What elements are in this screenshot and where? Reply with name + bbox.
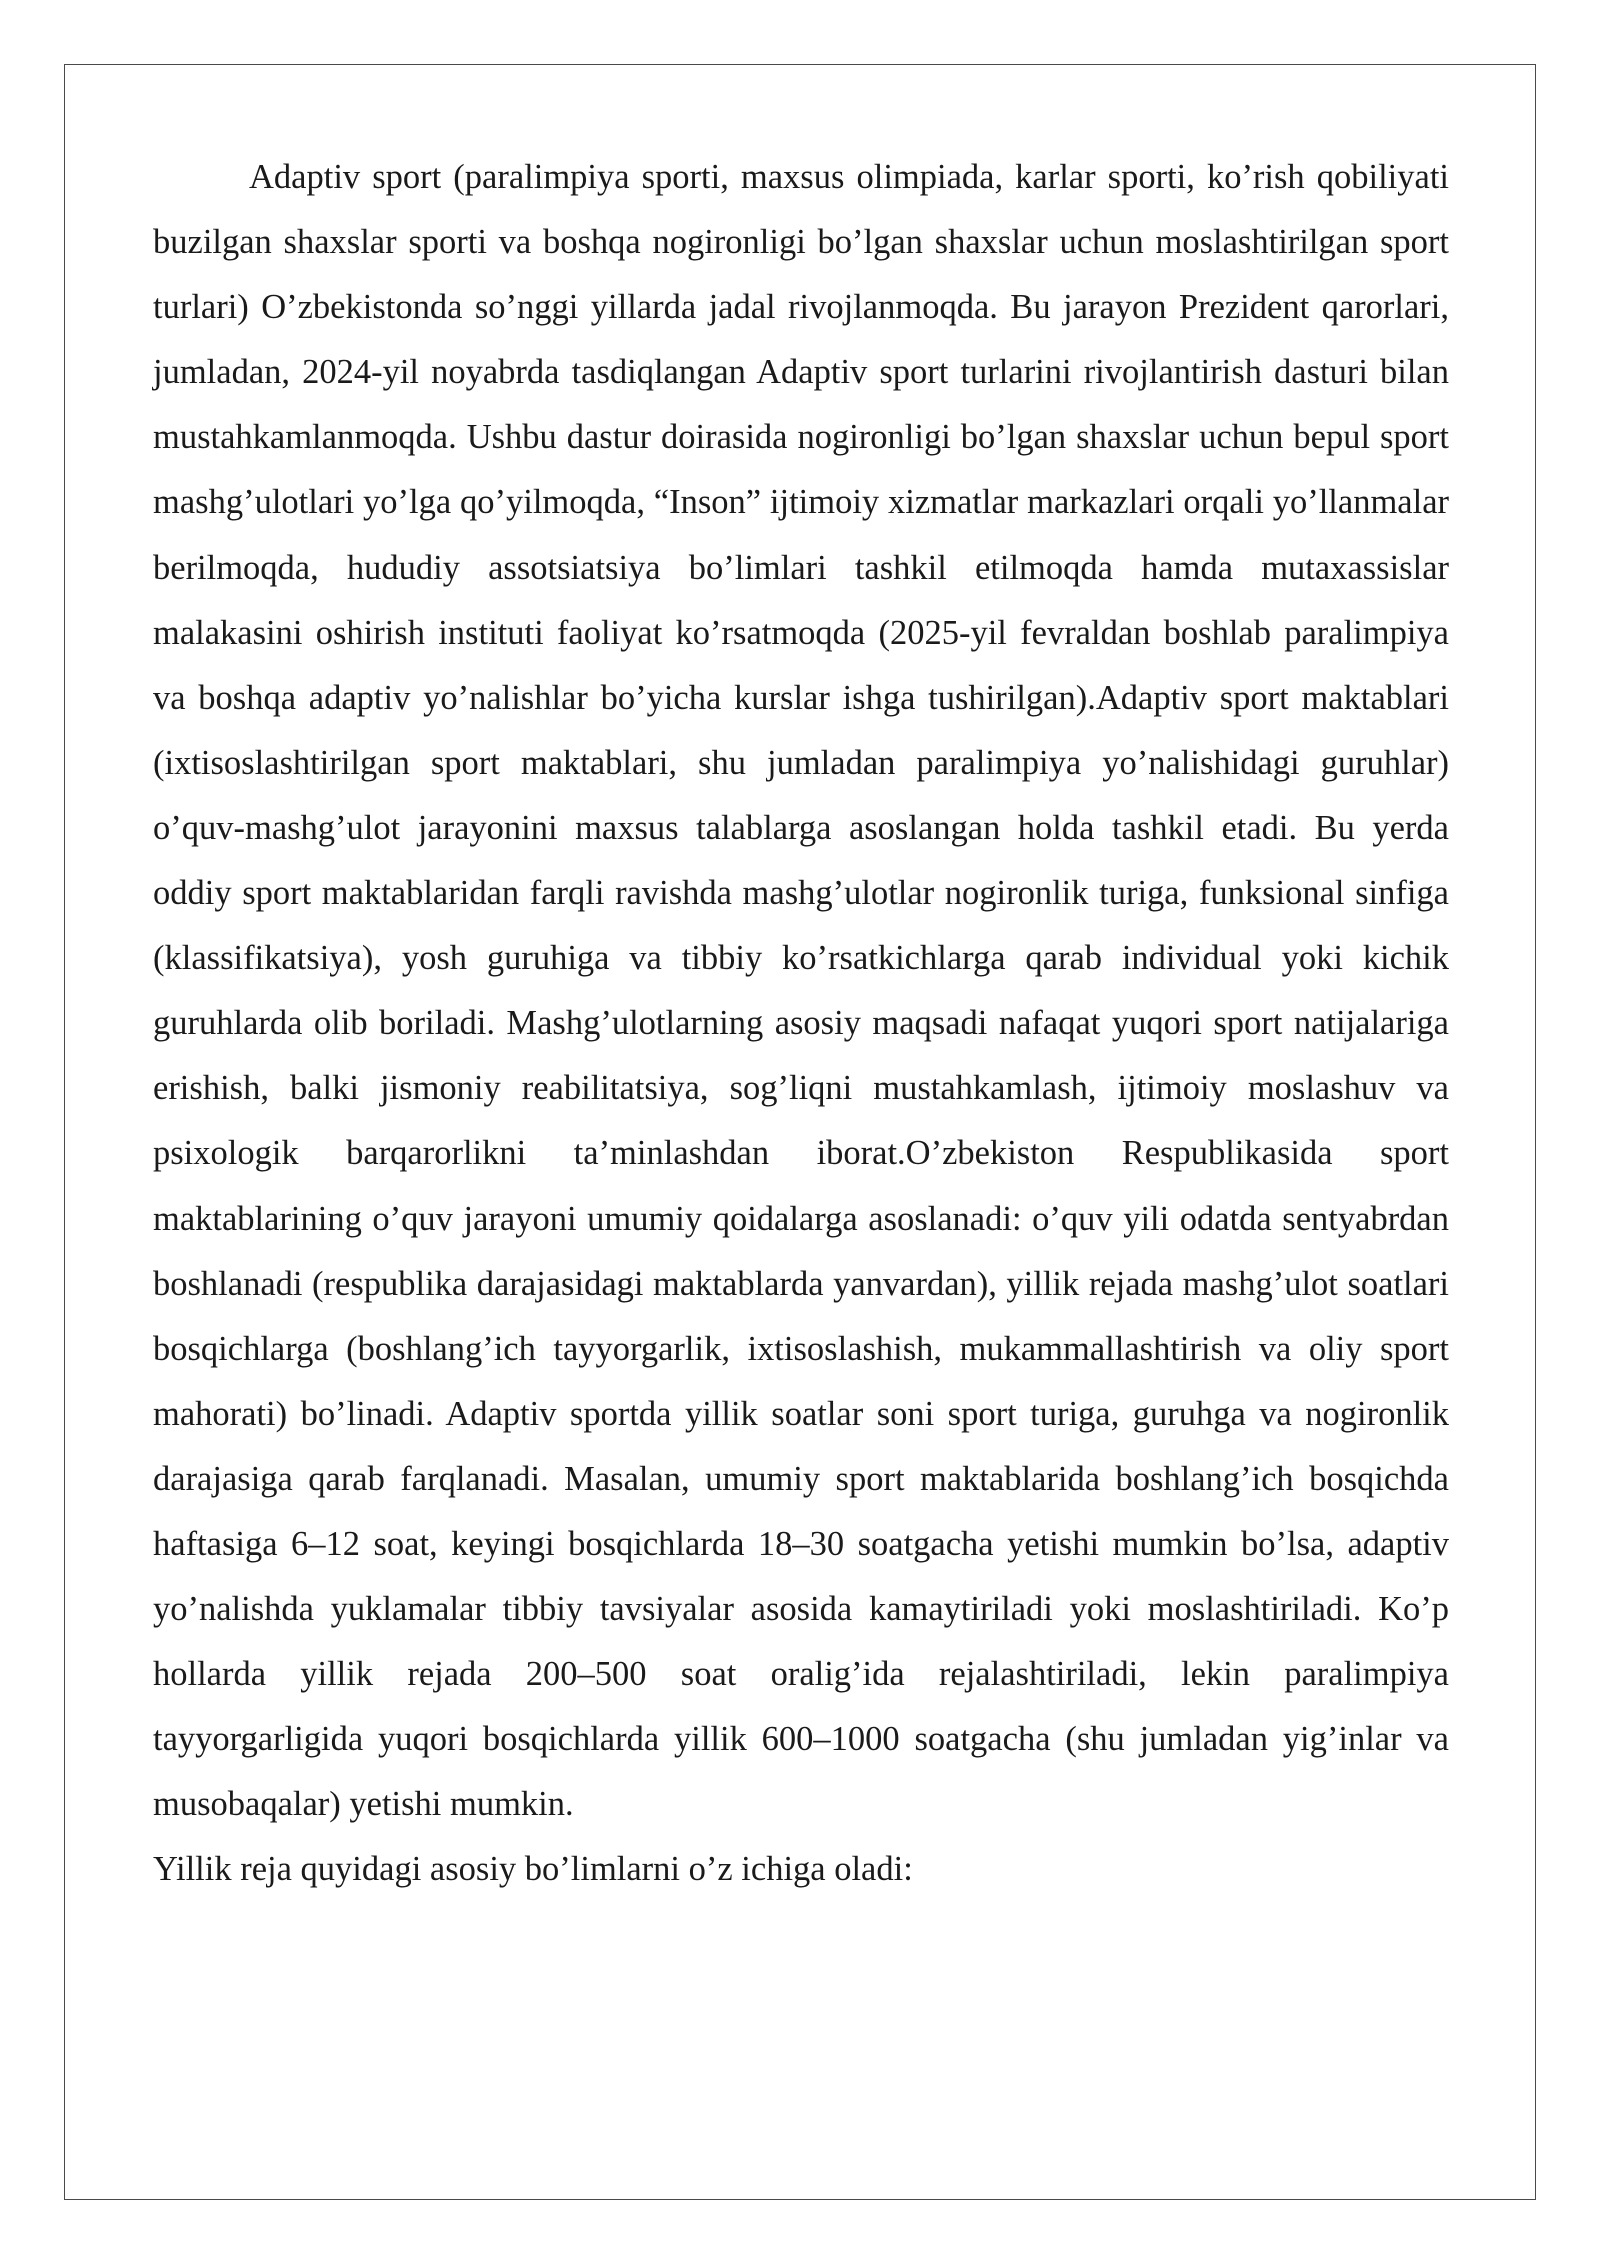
closing-line: Yillik reja quyidagi asosiy bo’limlarni o’z ichiga oladi:: [153, 1850, 913, 1889]
main-paragraph: Adaptiv sport (paralimpiya sporti, maxsus olimpiada, karlar sporti, ko’rish qobiliyati buzilgan shaxslar sporti va boshqa nogironligi bo’lgan shaxslar uchun moslashtirilgan sport turlari) O’zbekistonda so’nggi yillarda jadal rivojlanmoqda. Bu jarayon Prezident qarorlari, jumladan, 2024-yil noyabrda tasdiqlangan Adaptiv sport turlarini rivojlantirish dasturi bilan mustahkamlanmoqda. Ushbu dastur doirasida nogironligi bo’lgan shaxslar uchun bepul sport mashg’ulotlari yo’lga qo’yilmoqda, “Inson” ijtimoiy xizmatlar markazlari orqali yo’llanmalar berilmoqda, hududiy assotsiatsiya bo’limlari tashkil etilmoqda hamda mutaxassislar malakasini oshirish instituti faoliyat ko’rsatmoqda (2025-yil fevraldan boshlab paralimpiya va boshqa adaptiv yo’nalishlar bo’yicha kurslar ishga tushirilgan).Adaptiv sport maktablari (ixtisoslashtirilgan sport maktablari, shu jumladan paralimpiya yo’nalishidagi guruhlar) o’quv-mashg’ulot jarayonini maxsus talablarga asoslangan holda tashkil etadi. Bu yerda oddiy sport maktablaridan farqli ravishda mashg’ulotlar nogironlik turiga, funksional sinfiga (klassifikatsiya), yosh guruhiga va tibbiy ko’rsatkichlarga qarab individual yoki kichik guruhlarda olib boriladi. Mashg’ulotlarning asosiy maqsadi nafaqat yuqori sport natijalariga erishish, balki jismoniy reabilitatsiya, sog’liqni mustahkamlash, ijtimoiy moslashuv va psixologik barqarorlikni ta’minlashdan iborat.O’zbekiston Respublikasida sport maktablarining o’quv jarayoni umumiy qoidalarga asoslanadi: o’quv yili odatda sentyabrdan boshlanadi (respublika darajasidagi maktablarda yanvardan), yillik rejada mashg’ulot soatlari bosqichlarga (boshlang’ich tayyorgarlik, ixtisoslashish, mukammallashtirish va oliy sport mahorati) bo’linadi. Adaptiv sportda yillik soatlar soni sport turiga, guruhga va nogironlik darajasiga qarab farqlanadi. Masalan, umumiy sport maktablarida boshlang’ich bosqichda haftasiga 6–12 soat, keyingi bosqichlarda 18–30 soatgacha yetishi mumkin bo’lsa, adaptiv yo’nalishda yuklamalar tibbiy tavsiyalar asosida kamaytiriladi yoki moslashtiriladi. Ko’p hollarda yillik rejada 200–500 soat oralig’ida rejalashtiriladi, lekin paralimpiya tayyorgarligida yuqori bosqichlarda yillik 600–1000 soatgacha (shu jumladan yig’inlar va musobaqalar) yetishi mumkin.: [153, 158, 1449, 1824]
document-body: [153, 145, 1449, 1903]
